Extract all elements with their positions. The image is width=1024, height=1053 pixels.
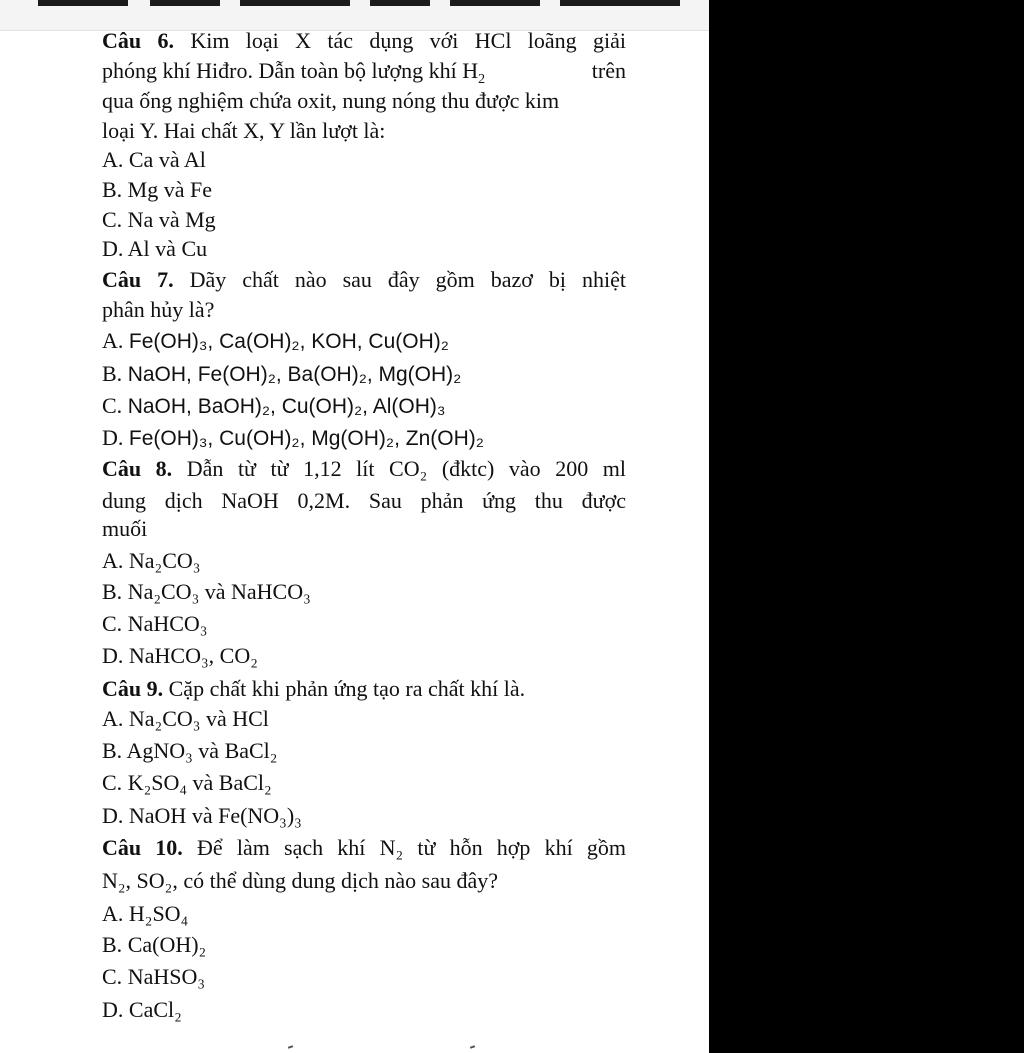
q9-label: Câu 9.: [102, 676, 164, 701]
q9-option-a: A. Na₂CO₃ và HCl: [102, 706, 269, 731]
q7-label: Câu 7.: [102, 267, 174, 292]
q9-option-d: D. NaOH và Fe(NO₃)₃: [102, 803, 302, 828]
q8-line-2: dung dịch NaOH 0,2M. Sau phản ứng thu được: [102, 488, 626, 513]
q7-option-d: D. Fe(OH)₃, Cu(OH)₂, Mg(OH)₂, Zn(OH)₂: [102, 425, 484, 450]
q10-option-b: B. Ca(OH)₂: [102, 932, 207, 957]
q6-line-4: loại Y. Hai chất X, Y lần lượt là:: [102, 118, 386, 143]
q7-option-b: B. NaOH, Fe(OH)₂, Ba(OH)₂, Mg(OH)₂: [102, 361, 462, 386]
q8-label: Câu 8.: [102, 456, 173, 481]
q7-option-a: A. Fe(OH)₃, Ca(OH)₂, KOH, Cu(OH)₂: [102, 328, 449, 353]
q8-option-b: B. Na₂CO₃ và NaHCO₃: [102, 579, 311, 604]
q9-option-c: C. K₂SO₄ và BaCl₂: [102, 770, 272, 795]
q6-label: Câu 6.: [102, 28, 174, 53]
q6-line-2: phóng khí Hiđro. Dẫn toàn bộ lượng khí $H_2$ trên: [102, 58, 626, 87]
q6-option-c: C. Na và Mg: [102, 207, 216, 232]
q6-option-a: A. Ca và Al: [102, 147, 206, 172]
q8-option-a: A. Na₂CO₃: [102, 548, 201, 573]
q8-option-d: D. NaHCO₃, CO₂: [102, 643, 258, 668]
q10-option-d: D. CaCl₂: [102, 997, 182, 1022]
q10-line-1: Câu 10. Để làm sạch khí N₂ từ hỗn hợp khí gồm: [102, 835, 626, 860]
q8-line-3: muối: [102, 516, 148, 541]
q7-line-2: phân hủy là?: [102, 297, 215, 322]
q10-option-a: A. H₂SO₄: [102, 901, 189, 926]
q8-option-c: C. NaHCO₃: [102, 611, 208, 636]
q9-line-1: Câu 9. Cặp chất khi phản ứng tạo ra chất khí là.: [102, 676, 526, 701]
q10-line-2: N₂, SO₂, có thể dùng dung dịch nào sau đây?: [102, 868, 498, 893]
cropped-footer-marks: [280, 1044, 500, 1053]
q6-option-b: B. Mg và Fe: [102, 177, 212, 202]
q7-option-c: C. NaOH, BaOH)₂, Cu(OH)₂, Al(OH)₃: [102, 393, 446, 418]
q6-line-3: qua ống nghiệm chứa oxit, nung nóng thu được kim: [102, 88, 560, 113]
q6-option-d: D. Al và Cu: [102, 236, 208, 261]
h2-formula: $H_2$: [462, 58, 486, 87]
q8-line-1: Câu 8. Dẫn từ từ 1,12 lít CO₂ (đktc) vào 200 ml: [102, 456, 627, 481]
q6-line-1: Câu 6. Kim loại X tác dụng với HCl loãng giải: [102, 28, 626, 53]
q10-option-c: C. NaHSO₃: [102, 964, 206, 989]
q7-line-1: Câu 7. Dãy chất nào sau đây gồm bazơ bị nhiệt: [102, 267, 626, 292]
q10-label: Câu 10.: [102, 835, 183, 860]
q9-option-b: B. AgNO₃ và BaCl₂: [102, 738, 278, 763]
